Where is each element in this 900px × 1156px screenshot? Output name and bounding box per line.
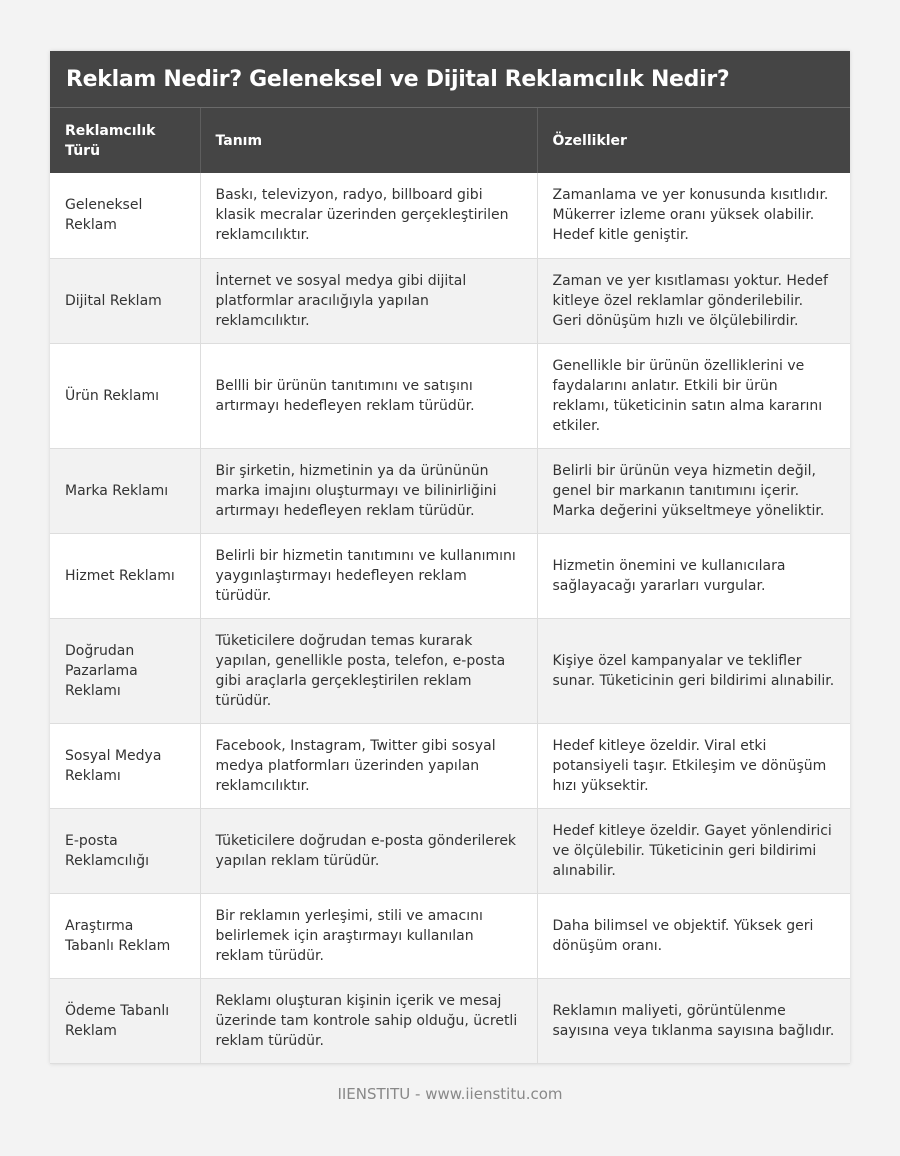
- footer-credit: IIENSTITU - www.iienstitu.com: [337, 1085, 563, 1103]
- cell-type: Hizmet Reklamı: [50, 533, 200, 618]
- cell-type: Sosyal Medya Reklamı: [50, 723, 200, 808]
- cell-type: Dijital Reklam: [50, 258, 200, 343]
- column-header-type: Reklamcılık Türü: [50, 108, 200, 173]
- column-header-definition: Tanım: [200, 108, 537, 173]
- advertising-types-table: [50, 108, 850, 1064]
- cell-type: E-posta Reklamcılığı: [50, 808, 200, 893]
- page-title: Reklam Nedir? Geleneksel ve Dijital Reklamcılık Nedir?: [50, 51, 850, 108]
- table-row: [50, 808, 850, 893]
- content-card: [50, 51, 850, 1064]
- table-row: [50, 258, 850, 343]
- cell-definition: Baskı, televizyon, radyo, billboard gibi klasik mecralar üzerinden gerçekleştirilen reklamcılıktır.: [200, 173, 537, 258]
- cell-type: Geleneksel Reklam: [50, 173, 200, 258]
- cell-definition: Belirli bir hizmetin tanıtımını ve kullanımını yaygınlaştırmayı hedefleyen reklam türüdür.: [200, 533, 537, 618]
- table-row: [50, 173, 850, 258]
- cell-definition: İnternet ve sosyal medya gibi dijital platformlar aracılığıyla yapılan reklamcılıktır.: [200, 258, 537, 343]
- cell-features: Daha bilimsel ve objektif. Yüksek geri dönüşüm oranı.: [537, 893, 850, 978]
- column-header-features: Özellikler: [537, 108, 850, 173]
- cell-features: Hedef kitleye özeldir. Viral etki potansiyeli taşır. Etkileşim ve dönüşüm hızı yüksektir.: [537, 723, 850, 808]
- table-row: [50, 978, 850, 1063]
- cell-definition: Bir şirketin, hizmetinin ya da ürününün marka imajını oluşturmayı ve bilinirliğini artırmayı hedefleyen reklam türüdür.: [200, 448, 537, 533]
- cell-features: Zamanlama ve yer konusunda kısıtlıdır. Mükerrer izleme oranı yüksek olabilir. Hedef kitle geniştir.: [537, 173, 850, 258]
- table-row: [50, 448, 850, 533]
- table-row: [50, 533, 850, 618]
- cell-type: Marka Reklamı: [50, 448, 200, 533]
- cell-definition: Tüketicilere doğrudan temas kurarak yapılan, genellikle posta, telefon, e-posta gibi araçlarla gerçekleştirilen reklam türüdür.: [200, 618, 537, 723]
- cell-type: Ödeme Tabanlı Reklam: [50, 978, 200, 1063]
- cell-features: Zaman ve yer kısıtlaması yoktur. Hedef kitleye özel reklamlar gönderilebilir. Geri dönüşüm hızlı ve ölçülebilirdir.: [537, 258, 850, 343]
- cell-features: Belirli bir ürünün veya hizmetin değil, genel bir markanın tanıtımını içerir. Marka değerini yükseltmeye yöneliktir.: [537, 448, 850, 533]
- table-body: [50, 173, 850, 1063]
- cell-type: Doğrudan Pazarlama Reklamı: [50, 618, 200, 723]
- table-row: [50, 723, 850, 808]
- table-header: [50, 108, 850, 173]
- table-row: [50, 893, 850, 978]
- cell-definition: Reklamı oluşturan kişinin içerik ve mesaj üzerinde tam kontrole sahip olduğu, ücretli reklam türüdür.: [200, 978, 537, 1063]
- cell-definition: Facebook, Instagram, Twitter gibi sosyal medya platformları üzerinden yapılan reklamcılıktır.: [200, 723, 537, 808]
- cell-features: Reklamın maliyeti, görüntülenme sayısına veya tıklanma sayısına bağlıdır.: [537, 978, 850, 1063]
- table-row: [50, 618, 850, 723]
- cell-features: Hedef kitleye özeldir. Gayet yönlendirici ve ölçülebilir. Tüketicinin geri bildirimi alınabilir.: [537, 808, 850, 893]
- table-row: [50, 343, 850, 448]
- cell-type: Araştırma Tabanlı Reklam: [50, 893, 200, 978]
- cell-features: Genellikle bir ürünün özelliklerini ve faydalarını anlatır. Etkili bir ürün reklamı, tüketicinin satın alma kararını etkiler.: [537, 343, 850, 448]
- cell-type: Ürün Reklamı: [50, 343, 200, 448]
- header-row: [50, 108, 850, 173]
- cell-definition: Tüketicilere doğrudan e-posta gönderilerek yapılan reklam türüdür.: [200, 808, 537, 893]
- cell-features: Hizmetin önemini ve kullanıcılara sağlayacağı yararları vurgular.: [537, 533, 850, 618]
- cell-features: Kişiye özel kampanyalar ve teklifler sunar. Tüketicinin geri bildirimi alınabilir.: [537, 618, 850, 723]
- cell-definition: Bir reklamın yerleşimi, stili ve amacını belirlemek için araştırmayı kullanılan reklam türüdür.: [200, 893, 537, 978]
- cell-definition: Bellli bir ürünün tanıtımını ve satışını artırmayı hedefleyen reklam türüdür.: [200, 343, 537, 448]
